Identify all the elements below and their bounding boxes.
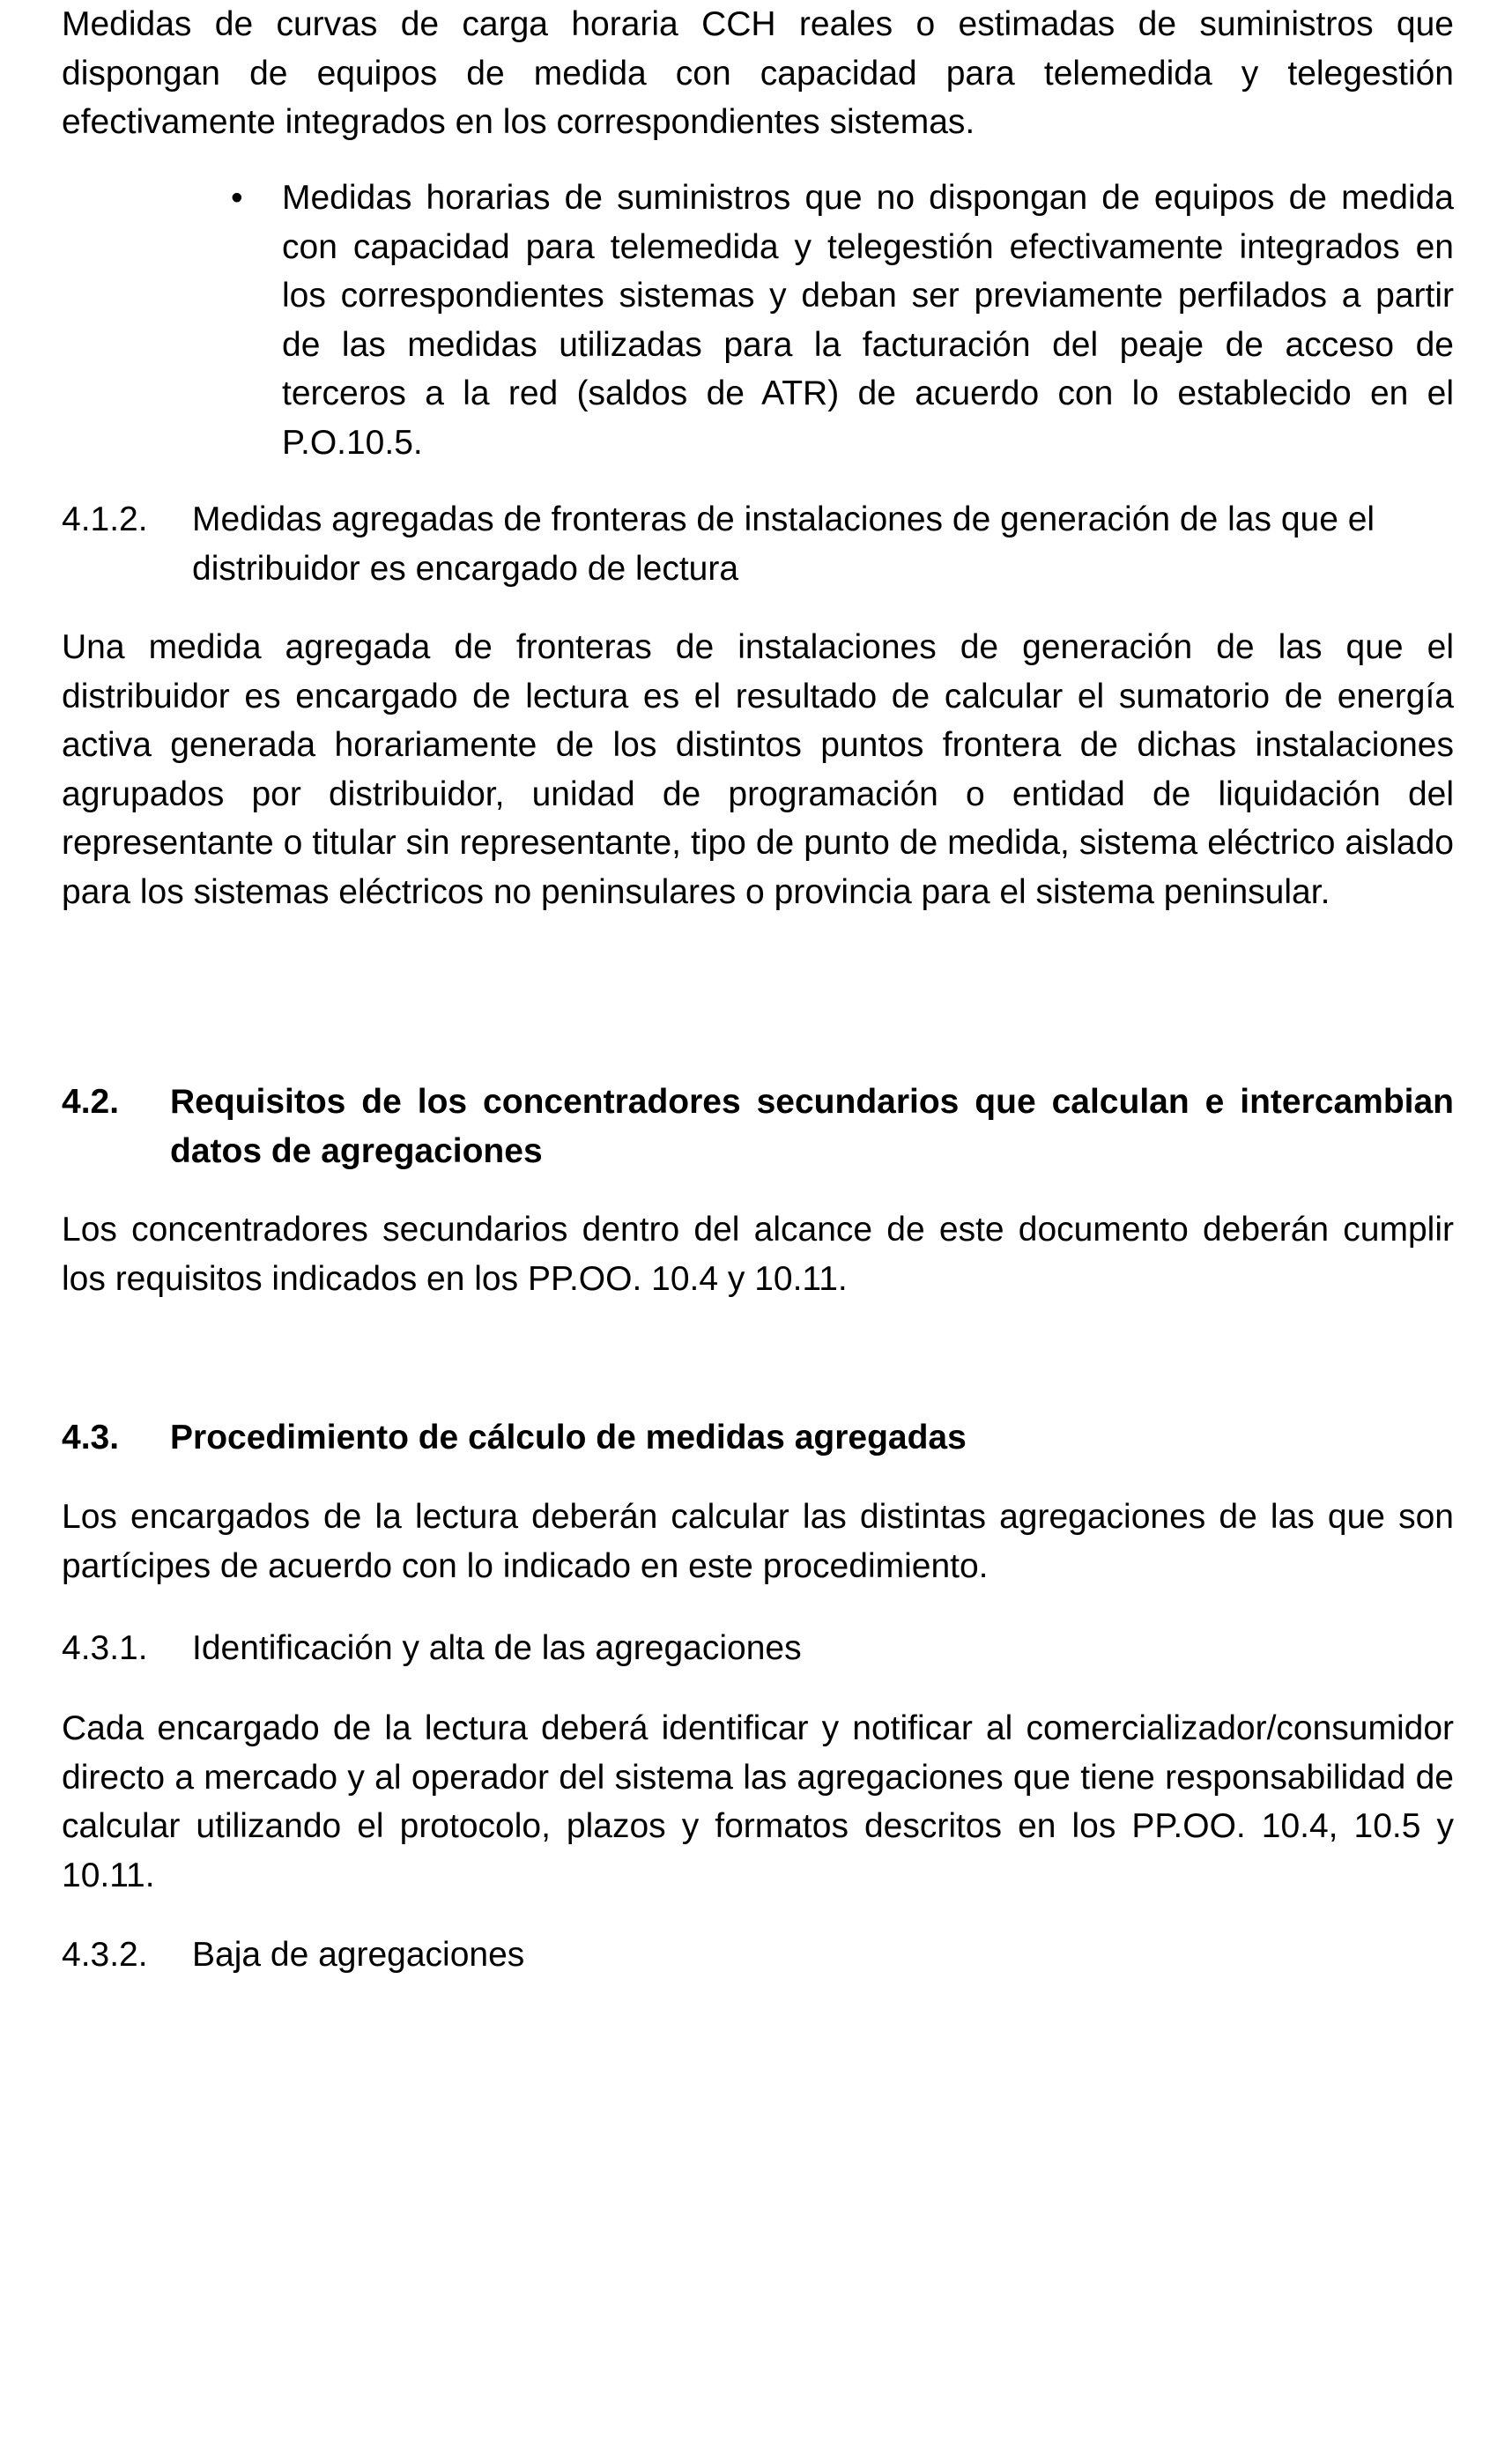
paragraph-identification: Cada encargado de la lectura deberá identificar y notificar al comercializador/consumidor directo a mercado y al operador del sistema las agregaciones que tiene responsabilidad de calcular utilizando el protocolo, plazos y formatos descritos en los PP.OO. 10.4, 10.5 y 10.11. — [62, 1709, 1454, 1894]
section-title: Baja de agregaciones — [192, 1936, 525, 1974]
bullet-text: Medidas horarias de suministros que no dispongan de equipos de medida con capacidad para telemedida y telegestión efectivamente integrados en los correspondientes sistemas y deban ser previamente perfilados a partir de las medidas utilizadas para la facturación del peaje de acceso de terceros a la red (saldos de ATR) de acuerdo con lo establecido en el P.O.10.5. — [282, 179, 1454, 462]
section-title: Requisitos de los concentradores secundarios que calculan e intercambian datos de agregaciones — [170, 1083, 1454, 1170]
bullet-item — [231, 174, 1454, 467]
bullet-icon: • — [231, 179, 243, 217]
paragraph-reading-managers: Los encargados de la lectura deberán calcular las distintas agregaciones de las que son partícipes de acuerdo con lo indicado en este procedimiento. — [62, 1498, 1454, 1585]
section-heading-4-3 — [62, 1413, 1454, 1463]
section-heading-4-3-1 — [62, 1624, 1454, 1673]
section-number: 4.3. — [62, 1419, 120, 1456]
section-title: Procedimiento de cálculo de medidas agregadas — [170, 1419, 967, 1456]
section-number: 4.2. — [62, 1083, 120, 1121]
section-number: 4.1.2. — [62, 500, 148, 538]
section-heading-4-2 — [62, 1078, 1454, 1175]
section-number: 4.3.1. — [62, 1629, 148, 1667]
paragraph-aggregated-generation: Una medida agregada de fronteras de instalaciones de generación de las que el distribuidor es encargado de lectura es el resultado de calcular el sumatorio de energía activa generada horariamente de los distintos puntos frontera de dichas instalaciones agrupados por distribuidor, unidad de programación o entidad de liquidación del representante o titular sin representante, tipo de punto de medida, sistema eléctrico aislado para los sistemas eléctricos no peninsulares o provincia para el sistema peninsular. — [62, 628, 1454, 911]
section-heading-4-3-2 — [62, 1931, 1454, 1980]
section-title: Medidas agregadas de fronteras de instalaciones de generación de las que el distribuidor es encargado de lectura — [192, 500, 1375, 588]
section-heading-4-1-2 — [62, 495, 1454, 593]
paragraph-cch-measures: Medidas de curvas de carga horaria CCH reales o estimadas de suministros que dispongan de equipos de medida con capacidad para telemedida y telegestión efectivamente integrados en los correspondientes sistemas. — [62, 5, 1454, 141]
paragraph-concentrators: Los concentradores secundarios dentro del alcance de este documento deberán cumplir los requisitos indicados en los PP.OO. 10.4 y 10.11. — [62, 1211, 1454, 1298]
section-number: 4.3.2. — [62, 1936, 148, 1974]
section-title: Identificación y alta de las agregaciones — [192, 1629, 802, 1667]
